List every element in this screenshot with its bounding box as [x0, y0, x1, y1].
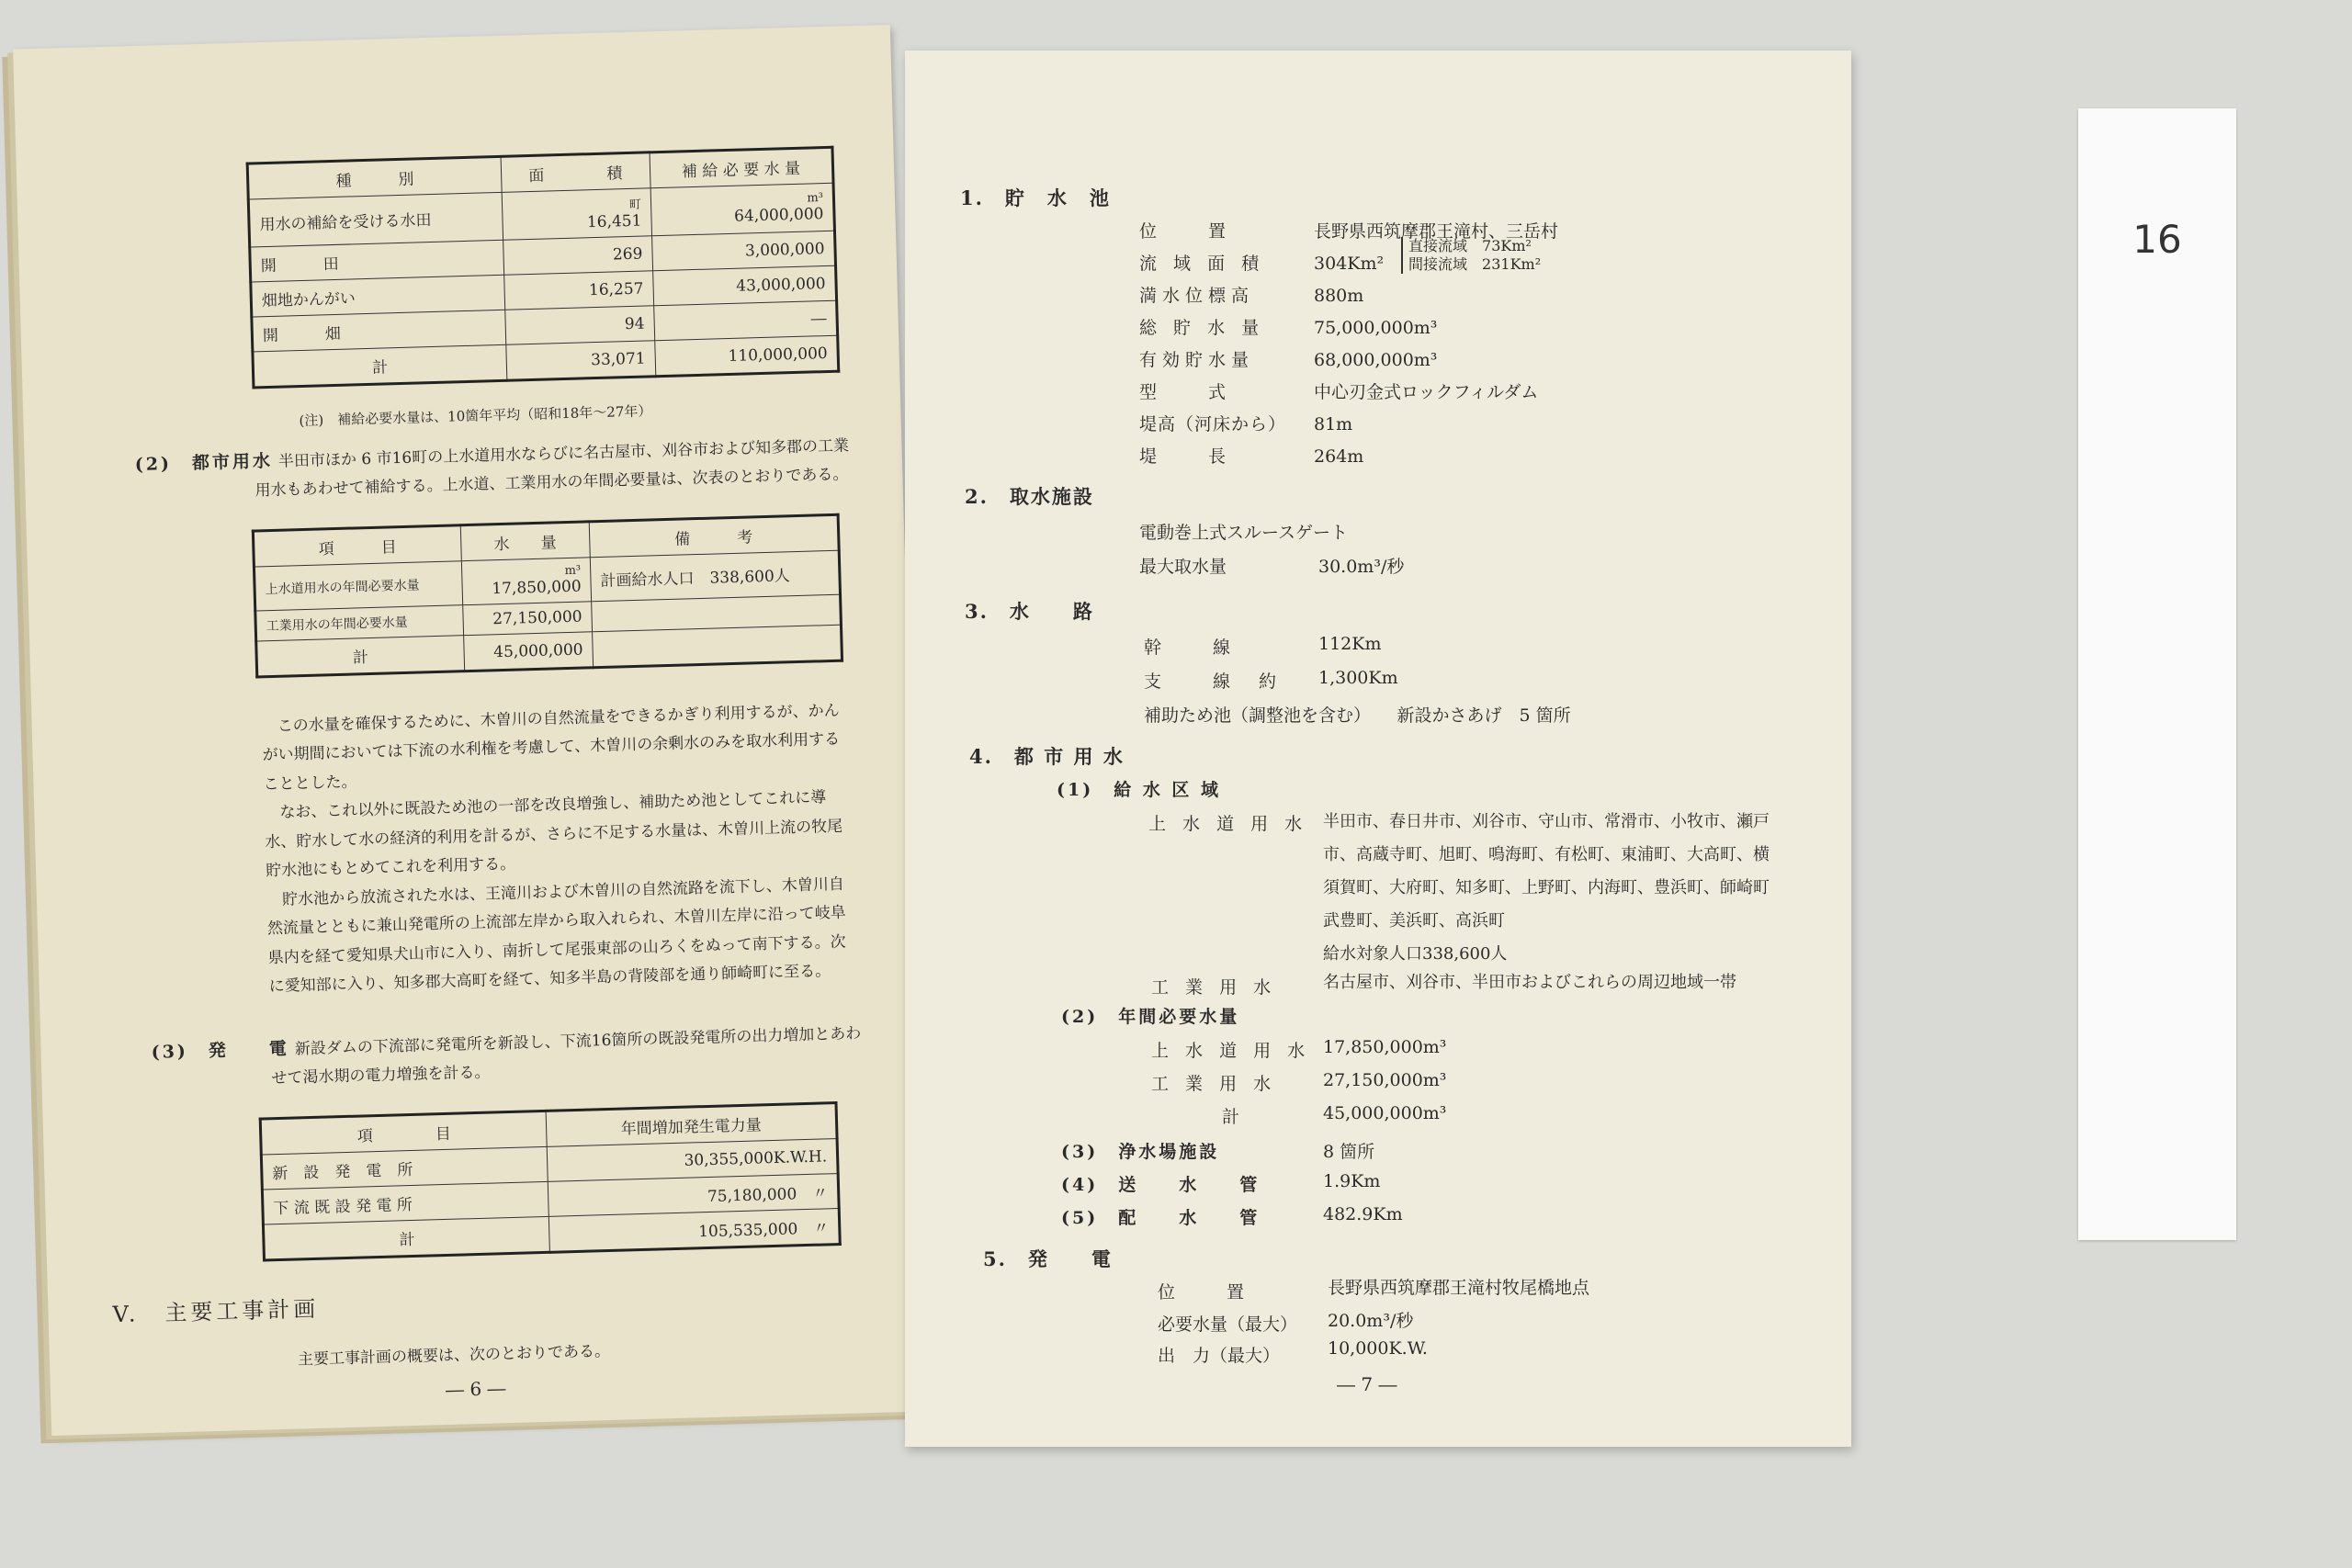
section-heading: 5. 発 電	[983, 1247, 1113, 1270]
power-table	[259, 1101, 842, 1262]
subsection-heading: (2) 年間必要水量	[1061, 1007, 1240, 1027]
section-heading: 2. 取水施設	[965, 485, 1094, 508]
unit-label: m³	[807, 191, 824, 206]
table-cell: 105,535,000 〃	[549, 1209, 841, 1253]
item-label: 支 線 約	[1144, 671, 1283, 692]
table-cell: 33,071	[505, 341, 655, 381]
table-cell: 計	[256, 636, 465, 677]
service-area-line: 半田市、春日井市、刈谷市、守山市、常滑市、小牧市、瀬戸	[1323, 812, 1770, 831]
table-cell-value: 17,850,000	[492, 577, 582, 599]
item-value: 長野県西筑摩郡王滝村、三岳村	[1314, 221, 1559, 242]
item-label: 計	[1222, 1107, 1246, 1127]
item-value: 17,850,000m³	[1323, 1037, 1447, 1057]
paragraph-line: 貯水池にもとめてこれを利用する。	[265, 854, 516, 881]
item-value: 長野県西筑摩郡王滝村牧尾橋地点	[1328, 1278, 1590, 1298]
table-cell: 新 設 発 電 所	[261, 1146, 548, 1190]
right-page	[905, 51, 1851, 1447]
section-power	[151, 1017, 905, 1067]
item-label: 堤 長	[1139, 446, 1232, 467]
table-header: 補 給 必 要 水 量	[650, 147, 833, 188]
item-value: 27,150,000m³	[1323, 1070, 1447, 1090]
item-value: 1,300Km	[1318, 668, 1398, 688]
item-value: 81m	[1314, 414, 1353, 434]
table-header: 備 考	[589, 514, 839, 558]
table-cell: 下 流 既 設 発 電 所	[262, 1181, 548, 1224]
table-cell: 計	[253, 344, 507, 388]
table-cell-value: 64,000,000	[733, 205, 824, 226]
section-text: 半田市ほか 6 市16町の上水道用水ならびに名古屋市、刈谷市および知多郡の工業	[277, 436, 850, 471]
item-label: 工 業 用 水	[1151, 1074, 1277, 1094]
index-tag	[2078, 108, 2236, 1240]
table-cell	[502, 188, 652, 241]
tag-number: 16	[2132, 217, 2182, 262]
item-value: 482.9Km	[1323, 1204, 1403, 1224]
table-header: 面 積	[501, 152, 650, 193]
table-cell: 110,000,000	[655, 335, 839, 377]
item-value: 20.0m³/秒	[1328, 1311, 1414, 1331]
item-value: 名古屋市、刈谷市、半田市およびこれらの周辺地域一帯	[1323, 973, 1736, 992]
table-cell-value: 16,451	[586, 211, 642, 232]
section-text: せて渇水期の電力増強を計る。	[271, 1063, 491, 1089]
item-label: 有効貯水量	[1139, 350, 1255, 370]
irrigation-table	[246, 146, 841, 389]
chapter-heading: V. 主要工事計画	[112, 1295, 320, 1328]
chapter-text: 主要工事計画の概要は、次のとおりである。	[297, 1342, 611, 1370]
item-label: 流 域 面 積	[1139, 254, 1265, 274]
section-label: (2) 都市用水	[134, 450, 274, 476]
table-cell: 3,000,000	[651, 231, 835, 271]
item-label: 上 水 道 用 水	[1151, 1041, 1311, 1061]
paragraph-line: がい期間においては下流の水利権を考慮して、木曽川の余剰水のみを取水利用する	[262, 730, 841, 765]
section-label: (3) 発 電	[151, 1038, 290, 1063]
table-header: 項 目	[253, 525, 461, 567]
item-label: 幹 線	[1144, 637, 1237, 658]
table-cell: 43,000,000	[652, 265, 836, 306]
table-cell: 工業用水の年間必要水量	[255, 605, 463, 641]
basin-row	[1408, 237, 1541, 255]
section-text: 用水もあわせて補給する。上水道、工業用水の年間必要量は、次表のとおりである。	[254, 465, 849, 501]
service-area-line: 給水対象人口338,600人	[1323, 944, 1508, 964]
item-label: 堤高（河床から）	[1139, 414, 1287, 434]
unit-label: 町	[628, 197, 642, 212]
reservoir-labels	[1139, 216, 1286, 473]
urban-water-table	[252, 513, 843, 679]
paragraph-line: 県内を経て愛知県犬山市に入り、南折して尾張東部の山ろくをぬって南下する。次	[267, 932, 846, 967]
item-value: 880m	[1314, 286, 1364, 306]
item-label: 総 貯 水 量	[1139, 318, 1265, 338]
section-heading: 1. 貯 水 池	[960, 186, 1111, 209]
service-area-list	[1323, 806, 1770, 971]
basin-value: 231Km²	[1482, 255, 1542, 273]
basin-breakdown	[1401, 237, 1541, 274]
table-cell: 94	[504, 306, 654, 345]
paragraph-line: こととした。	[263, 773, 357, 795]
subsection-heading: (3) 浄水場施設	[1061, 1142, 1220, 1162]
item-value: 264m	[1314, 446, 1364, 467]
table-cell	[461, 558, 592, 605]
item-label: 位 置	[1158, 1282, 1250, 1303]
basin-label: 間接流域	[1408, 255, 1468, 273]
item-value: 68,000,000m³	[1314, 350, 1438, 370]
section-text: 新設ダムの下流部に発電所を新設し、下流16箇所の既設発電所の出力増加とあわ	[294, 1024, 862, 1059]
item-value: 8 箇所	[1323, 1142, 1375, 1162]
item-value: 45,000,000m³	[1323, 1103, 1447, 1123]
table-cell: 計	[263, 1216, 549, 1260]
item-value: 1.9Km	[1323, 1171, 1381, 1191]
table-cell: 30,355,000K.W.H.	[547, 1139, 838, 1182]
table-cell: 開 畑	[252, 310, 506, 352]
paragraph-line: なお、これ以外に既設ため池の一部を改良増強し、補助ため池としてこれに導	[279, 788, 827, 823]
item-label: 必要水量（最大）	[1158, 1314, 1298, 1335]
table-cell: 16,257	[503, 271, 653, 310]
unit-label: m³	[564, 563, 582, 579]
table-cell: 用水の補給を受ける水田	[248, 192, 503, 247]
item-label: 型 式	[1139, 382, 1232, 402]
table-cell: 畑地かんがい	[251, 275, 505, 317]
section-heading: 3. 水 路	[965, 600, 1094, 623]
item-label: 工 業 用 水	[1151, 977, 1277, 998]
paragraph	[261, 695, 894, 1001]
item-label: 位 置	[1139, 221, 1232, 242]
paragraph-line: に愛知部に入り、知多郡大高町を経て、知多半島の背陵部を通り師崎町に至る。	[268, 962, 831, 997]
table-cell: 45,000,000	[463, 632, 594, 671]
service-area-line: 市、高蔵寺町、旭町、鳴海町、有松町、東浦町、大高町、横	[1323, 845, 1770, 864]
subsection-heading: (5) 配 水 管	[1061, 1208, 1261, 1228]
table-cell: 75,180,000 〃	[548, 1174, 839, 1217]
table-cell: 開 田	[250, 240, 504, 282]
subsection-heading: (1) 給 水 区 域	[1057, 780, 1222, 800]
item-label: 満水位標高	[1139, 286, 1255, 306]
table-header: 種 別	[247, 156, 502, 199]
table-note: (注) 補給必要水量は、10箇年平均（昭和18年～27年）	[299, 402, 652, 430]
item-value: 112Km	[1318, 634, 1382, 654]
table-cell: 269	[503, 236, 652, 276]
item-value: 補助ため池（調整池を含む） 新設かさあげ 5 箇所	[1144, 705, 1571, 726]
subsection-heading: (4) 送 水 管	[1061, 1175, 1261, 1195]
page-number: ― 6 ―	[445, 1377, 506, 1402]
item-value: 電動巻上式スルースゲート	[1139, 523, 1349, 543]
table-cell: 27,150,000	[462, 602, 592, 636]
table-header: 年間増加発生電力量	[546, 1103, 837, 1147]
paragraph-line: 貯水池から放流された水は、王滝川および木曽川の自然流路を流下し、木曽川自	[281, 874, 845, 909]
table-header: 水 量	[460, 522, 591, 561]
item-value: 中心刃金式ロックフィルダム	[1314, 382, 1539, 402]
section-heading: 4. 都 市 用 水	[969, 745, 1125, 768]
paragraph-line: 水、貯水して水の経済的利用を計るが、さらに不足する水量は、木曽川上流の牧尾	[265, 817, 843, 852]
service-area-line: 武豊町、美浜町、高浜町	[1323, 911, 1505, 931]
item-label: 最大取水量	[1139, 557, 1227, 577]
basin-label: 直接流域	[1408, 237, 1468, 254]
table-cell: 上水道用水の年間必要水量	[254, 561, 462, 611]
paragraph-line: 然流量とともに兼山発電所の上流部左岸から取入れられ、木曽川左岸に沿って岐阜	[266, 903, 847, 939]
table-cell	[593, 625, 842, 668]
page-number: ― 7 ―	[1337, 1373, 1397, 1395]
basin-value: 73Km²	[1482, 237, 1532, 254]
item-value: 30.0m³/秒	[1318, 557, 1405, 577]
item-label: 出 力（最大）	[1158, 1346, 1281, 1366]
table-cell: 計画給水人口 338,600人	[590, 550, 840, 602]
item-value: 304Km²	[1314, 254, 1385, 274]
service-area-line: 須賀町、大府町、知多町、上野町、内海町、豊浜町、師崎町	[1323, 878, 1770, 897]
item-label: 上 水 道 用 水	[1148, 814, 1308, 834]
left-page	[13, 25, 929, 1436]
paragraph-line: この水量を確保するために、木曽川の自然流量をできるかぎり利用するが、かん	[277, 701, 840, 736]
item-value: 10,000K.W.	[1328, 1338, 1428, 1359]
table-cell: ―	[653, 300, 837, 341]
basin-row	[1408, 255, 1541, 274]
item-value: 75,000,000m³	[1314, 318, 1438, 338]
table-header: 項 目	[260, 1111, 547, 1155]
table-cell	[650, 183, 835, 236]
